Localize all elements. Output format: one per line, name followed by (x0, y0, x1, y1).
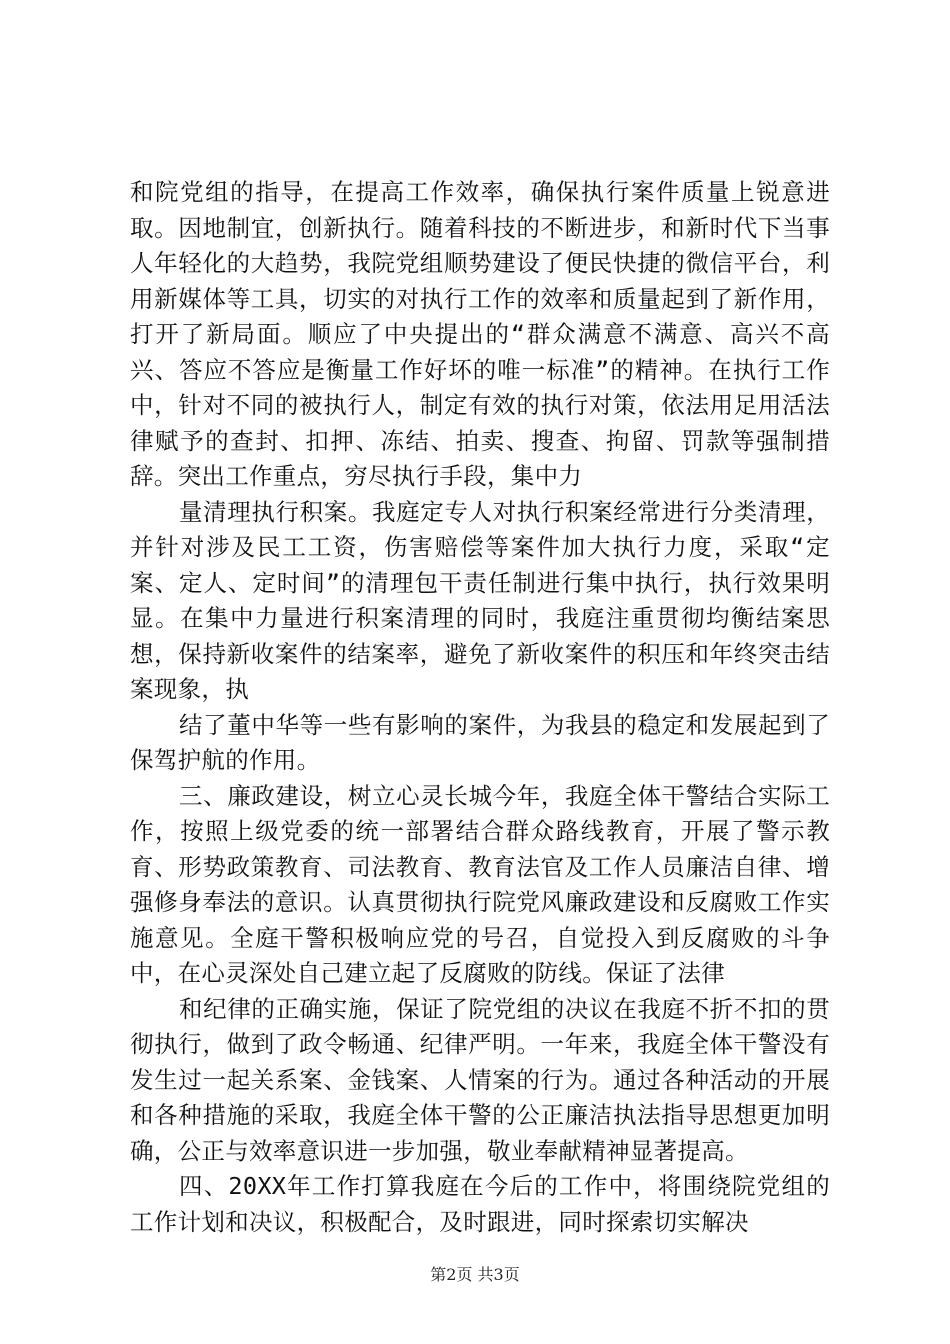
page-number-footer: 第2页 共3页 (430, 1265, 520, 1284)
paragraph: 结了董中华等一些有影响的案件，为我县的稳定和发展起到了保驾护航的作用。 (130, 710, 830, 774)
paragraph: 四、20XX年工作打算我庭在今后的工作中，将围绕院党组的工作计划和决议，积极配合，及时跟进，同时探索切实解决 (130, 1172, 830, 1236)
paragraph: 和纪律的正确实施，保证了院党组的决议在我庭不折不扣的贯彻执行，做到了政令畅通、纪律严明。一年来，我庭全体干警没有发生过一起关系案、金钱案、人情案的行为。通过各种活动的开展和各种措施的采取，我庭全体干警的公正廉洁执法指导思想更加明确，公正与效率意识进一步加强，敬业奉献精神显著提高。 (130, 994, 830, 1165)
paragraph: 量清理执行积案。我庭定专人对执行积案经常进行分类清理，并针对涉及民工工资，伤害赔偿等案件加大执行力度，采取“定案、定人、定时间”的清理包干责任制进行集中执行，执行效果明显。在集中力量进行积案清理的同时，我庭注重贯彻均衡结案思想，保持新收案件的结案率，避免了新收案件的积压和年终突击结案现象，执 (130, 497, 830, 703)
document-body (130, 175, 830, 1240)
paragraph: 和院党组的指导，在提高工作效率，确保执行案件质量上锐意进取。因地制宜，创新执行。随着科技的不断进步，和新时代下当事人年轻化的大趋势，我院党组顺势建设了便民快捷的微信平台，利用新媒体等工具，切实的对执行工作的效率和质量起到了新作用，打开了新局面。顺应了中央提出的“群众满意不满意、高兴不高兴、答应不答应是衡量工作好坏的唯一标准”的精神。在执行工作中，针对不同的被执行人，制定有效的执行对策，依法用足用活法律赋予的查封、扣押、冻结、拍卖、搜查、拘留、罚款等强制措辞。突出工作重点，穷尽执行手段，集中力 (130, 178, 830, 490)
paragraph: 三、廉政建设，树立心灵长城今年，我庭全体干警结合实际工作，按照上级党委的统一部署结合群众路线教育，开展了警示教育、形势政策教育、司法教育、教育法官及工作人员廉洁自律、增强修身奉法的意识。认真贯彻执行院党风廉政建设和反腐败工作实施意见。全庭干警积极响应党的号召，自觉投入到反腐败的斗争中，在心灵深处自己建立起了反腐败的防线。保证了法律 (130, 781, 830, 987)
